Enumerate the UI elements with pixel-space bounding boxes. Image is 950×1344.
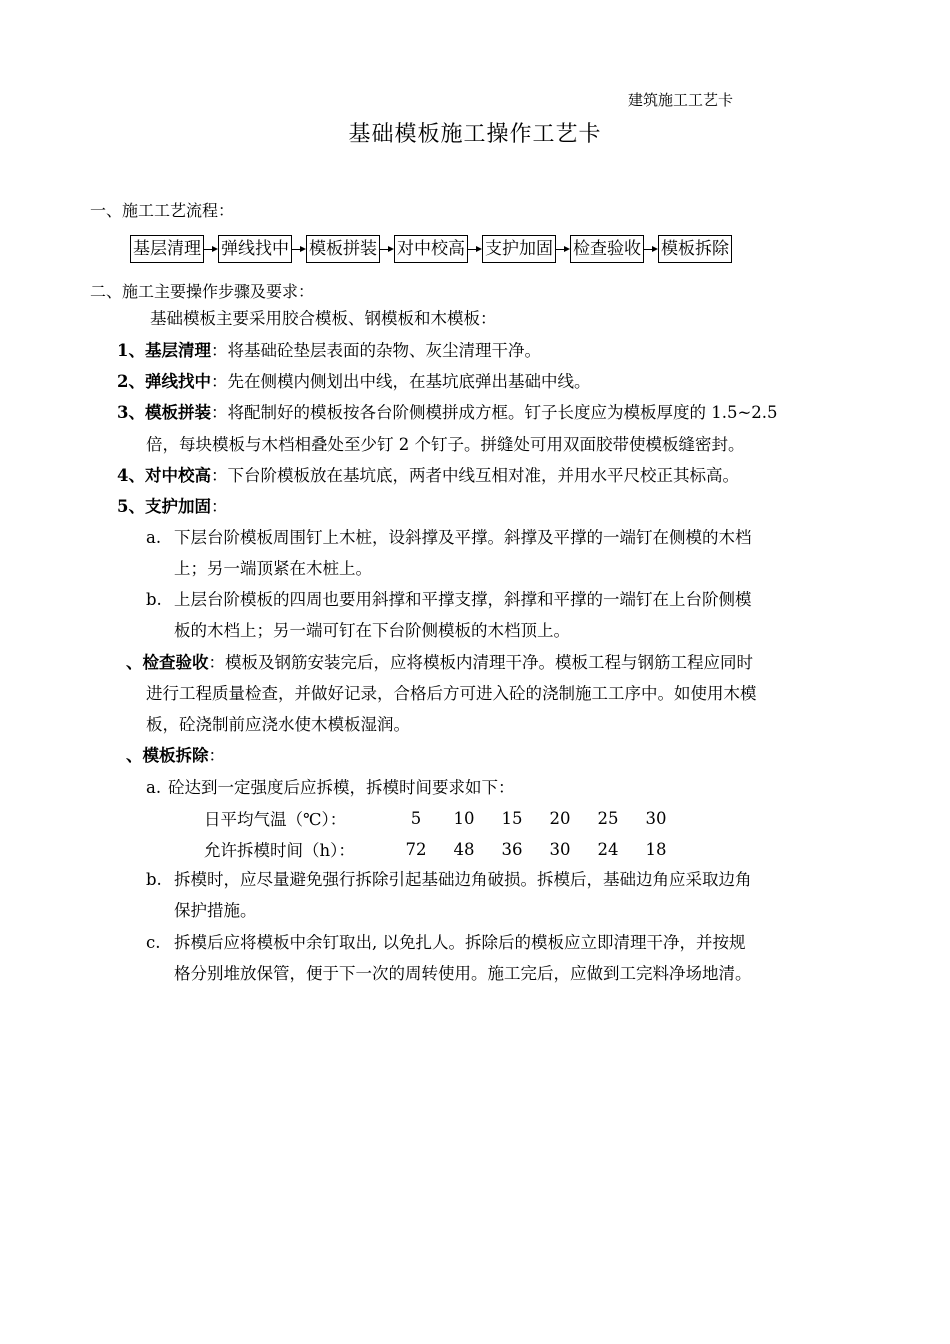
flow-step-3: 模板拼装 <box>306 235 380 263</box>
flow-step-4: 对中校高 <box>394 235 468 263</box>
step-5-item-b-continuation: 板的木档上；另一端可钉在下台阶侧模板的木档顶上。 <box>174 621 570 640</box>
item-text: 下层台阶模板周围钉上木桩，设斜撑及平撑。斜撑及平撑的一端钉在侧模的木档 <box>174 528 752 547</box>
item-marker: c. <box>146 933 161 952</box>
temperature-value: 20 <box>549 808 571 828</box>
step-5-item-a <box>146 527 752 549</box>
step-7-item-c-continuation: 格分别堆放保管，便于下一次的周转使用。施工完后，应做到工完料净场地清。 <box>174 964 752 983</box>
section-heading-steps: 二、施工主要操作步骤及要求： <box>90 282 315 301</box>
item-marker: a. <box>146 778 162 797</box>
step-3 <box>117 402 778 424</box>
steps-intro: 基础模板主要采用胶合模板、钢模板和木模板： <box>150 309 497 328</box>
flow-step-7: 模板拆除 <box>658 235 732 263</box>
flow-step-2: 弹线找中 <box>218 235 292 263</box>
flow-step-5: 支护加固 <box>482 235 556 263</box>
temperature-label: 日平均气温（℃）： <box>204 810 347 829</box>
step-separator: 、 <box>128 466 145 485</box>
step-separator: 、 <box>128 497 145 516</box>
step-text: ： <box>208 746 225 765</box>
removal-time-value: 18 <box>645 839 667 859</box>
step-number: 1 <box>117 341 129 360</box>
step-label: 对中校高 <box>144 466 211 485</box>
item-marker: a. <box>146 528 162 547</box>
temperature-row <box>204 807 680 829</box>
removal-time-value: 30 <box>549 839 571 859</box>
arrow-right-icon <box>204 236 218 262</box>
page-title: 基础模板施工操作工艺卡 <box>348 122 602 147</box>
step-number: 4 <box>117 466 129 485</box>
section-heading-process: 一、施工工艺流程： <box>90 201 235 220</box>
step-label: 支护加固 <box>144 497 211 516</box>
removal-time-label: 允许拆模时间（h）： <box>204 841 355 860</box>
flow-step-6: 检查验收 <box>570 235 644 263</box>
step-7-item-b <box>146 869 752 891</box>
step-7-item-b-continuation: 保护措施。 <box>174 901 257 920</box>
arrow-right-icon <box>556 236 570 262</box>
document-category-tag: 建筑施工工艺卡 <box>628 91 734 109</box>
temperature-value: 15 <box>501 808 523 828</box>
temperature-value: 25 <box>597 808 619 828</box>
temperature-value: 5 <box>410 808 422 828</box>
step-separator: 、 <box>128 341 145 360</box>
step-3-continuation: 倍，每块模板与木档相叠处至少钉 2 个钉子。拼缝处可用双面胶带使模板缝密封。 <box>146 435 745 454</box>
step-2 <box>117 371 590 393</box>
process-flow <box>130 234 732 264</box>
step-text: ：将配制好的模板按各台阶侧模拼成方框。钉子长度应为模板厚度的 1.5~2.5 <box>210 403 778 422</box>
step-label: 模板拼装 <box>144 403 211 422</box>
step-5 <box>117 496 227 518</box>
step-7 <box>126 745 225 767</box>
step-6-continuation-1: 进行工程质量检查，并做好记录，合格后方可进入砼的浇制施工工序中。如使用木模 <box>146 684 757 703</box>
step-4 <box>117 465 739 487</box>
step-5-item-a-continuation: 上；另一端顶紧在木桩上。 <box>174 559 372 578</box>
step-number: 5 <box>117 497 129 516</box>
removal-time-value: 72 <box>405 839 427 859</box>
item-text: 上层台阶模板的四周也要用斜撑和平撑支撑，斜撑和平撑的一端钉在上台阶侧模 <box>174 590 752 609</box>
item-text: 拆模后应将模板中余钉取出, 以免扎人。拆除后的模板应立即清理干净，并按规 <box>174 933 746 952</box>
arrow-right-icon <box>380 236 394 262</box>
step-separator: 、 <box>126 746 143 765</box>
flow-step-1: 基层清理 <box>130 235 204 263</box>
temperature-value: 10 <box>453 808 475 828</box>
step-label: 基层清理 <box>144 341 211 360</box>
step-7-item-c <box>146 932 746 954</box>
step-separator: 、 <box>128 372 145 391</box>
step-label: 检查验收 <box>142 653 209 672</box>
arrow-right-icon <box>644 236 658 262</box>
step-label: 模板拆除 <box>142 746 209 765</box>
removal-time-value: 24 <box>597 839 619 859</box>
item-text: 拆模时，应尽量避免强行拆除引起基础边角破损。拆模后，基础边角应采取边角 <box>174 870 752 889</box>
arrow-right-icon <box>292 236 306 262</box>
removal-time-row <box>204 838 680 860</box>
step-text: ：将基础砼垫层表面的杂物、灰尘清理干净。 <box>210 341 541 360</box>
step-1 <box>117 340 541 362</box>
step-number: 2 <box>117 372 129 391</box>
item-marker: b. <box>146 870 162 889</box>
step-text: ：先在侧模内侧划出中线，在基坑底弹出基础中线。 <box>210 372 591 391</box>
step-6-continuation-2: 板，砼浇制前应浇水使木模板湿润。 <box>146 715 410 734</box>
step-5-item-b <box>146 589 752 611</box>
step-separator: 、 <box>128 403 145 422</box>
item-text: 砼达到一定强度后应拆模，拆模时间要求如下： <box>168 778 515 797</box>
removal-time-value: 36 <box>501 839 523 859</box>
step-number: 3 <box>117 403 129 422</box>
removal-time-value: 48 <box>453 839 475 859</box>
step-text: ：模板及钢筋安装完后，应将模板内清理干净。模板工程与钢筋工程应同时 <box>208 653 753 672</box>
arrow-right-icon <box>468 236 482 262</box>
step-separator: 、 <box>126 653 143 672</box>
item-marker: b. <box>146 590 162 609</box>
step-7-item-a <box>146 777 515 799</box>
step-6 <box>126 652 753 674</box>
temperature-value: 30 <box>645 808 667 828</box>
step-text: ： <box>210 497 228 516</box>
step-label: 弹线找中 <box>144 372 211 391</box>
step-text: ：下台阶模板放在基坑底，两者中线互相对准，并用水平尺校正其标高。 <box>210 466 739 485</box>
